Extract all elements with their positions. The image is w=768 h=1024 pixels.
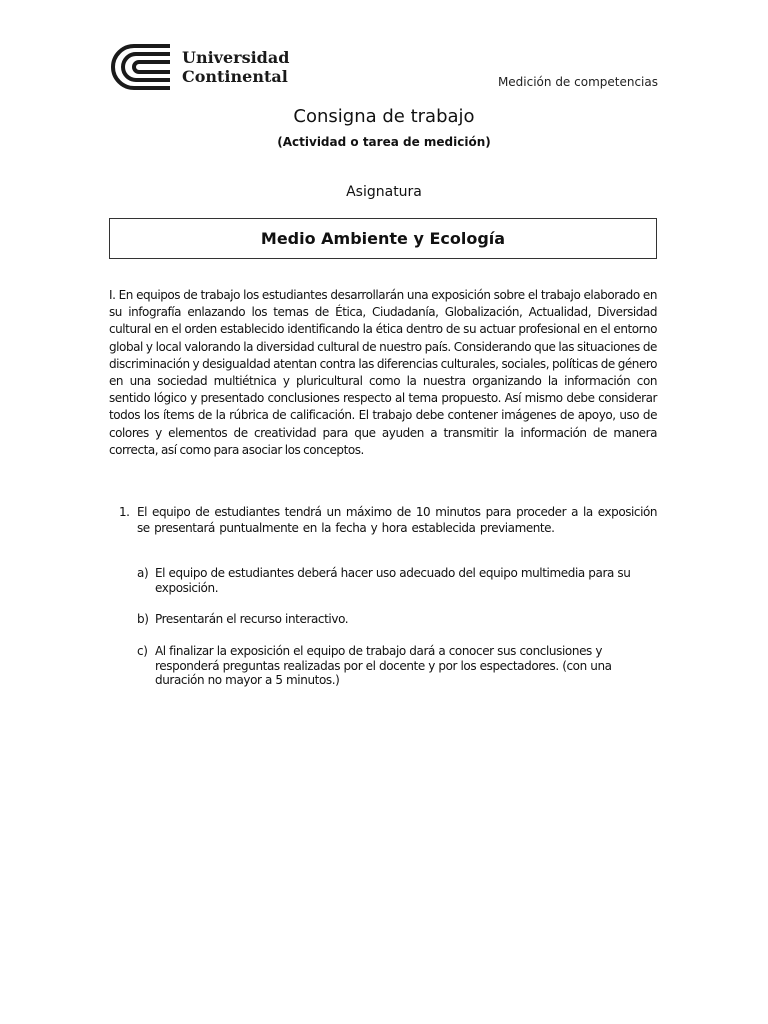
sub-item-b-text: Presentarán el recurso interactivo.	[155, 612, 349, 626]
list-item-1	[119, 505, 657, 536]
document-title: Consigna de trabajo	[293, 106, 475, 127]
sub-item-c	[137, 644, 657, 688]
list-item-1-marker: 1.	[119, 505, 130, 519]
university-name-line1: Universidad	[182, 48, 290, 67]
sub-item-b-marker: b)	[137, 612, 149, 626]
subject-name-box	[109, 218, 657, 259]
sub-item-c-marker: c)	[137, 644, 148, 658]
subject-name: Medio Ambiente y Ecología	[260, 229, 506, 248]
sub-item-a	[137, 566, 657, 595]
sub-item-a-marker: a)	[137, 566, 149, 580]
university-logo-icon	[108, 42, 172, 92]
document-subtitle: (Actividad o tarea de medición)	[277, 135, 491, 149]
subject-label: Asignatura	[346, 184, 422, 200]
sub-item-a-text: El equipo de estudiantes deberá hacer uso adecuado del equipo multimedia para su exposición.	[155, 566, 631, 595]
sub-item-c-text: Al finalizar la exposición el equipo de trabajo dará a conocer sus conclusiones y responderá preguntas realizadas por el docente y por los espectadores. (con una duración no mayor a 5 minutos.)	[155, 644, 612, 687]
section-label: Medición de competencias	[497, 75, 658, 89]
intro-paragraph: I. En equipos de trabajo los estudiantes desarrollarán una exposición sobre el trabajo elaborado en su infografía enlazando los temas de Ética, Ciudadanía, Globalización, Actualidad, Diversidad cultural en el orden establecido identificando la ética dentro de su actuar profesional en el entorno global y local valorando la diversidad cultural de nuestro país. Considerando que las situaciones de discriminación y desigualdad atentan contra las diferencias culturales, sociales, políticas de género en una sociedad multiétnica y pluricultural como la nuestra organizando la información con sentido lógico y presentado conclusiones respecto al tema propuesto. Así mismo debe considerar todos los ítems de la rúbrica de calificación. El trabajo debe contener imágenes de apoyo, uso de colores y elementos de creatividad para que ayuden a transmitir la información de manera correcta, así como para asociar los conceptos.	[109, 288, 657, 457]
university-name-line2: Continental	[182, 67, 288, 86]
list-item-1-text: El equipo de estudiantes tendrá un máximo de 10 minutos para proceder a la exposición se presentará puntualmente en la fecha y hora establecida previamente.	[137, 505, 657, 535]
sub-item-b	[137, 612, 657, 627]
university-logo	[108, 42, 289, 92]
university-name	[182, 48, 289, 86]
